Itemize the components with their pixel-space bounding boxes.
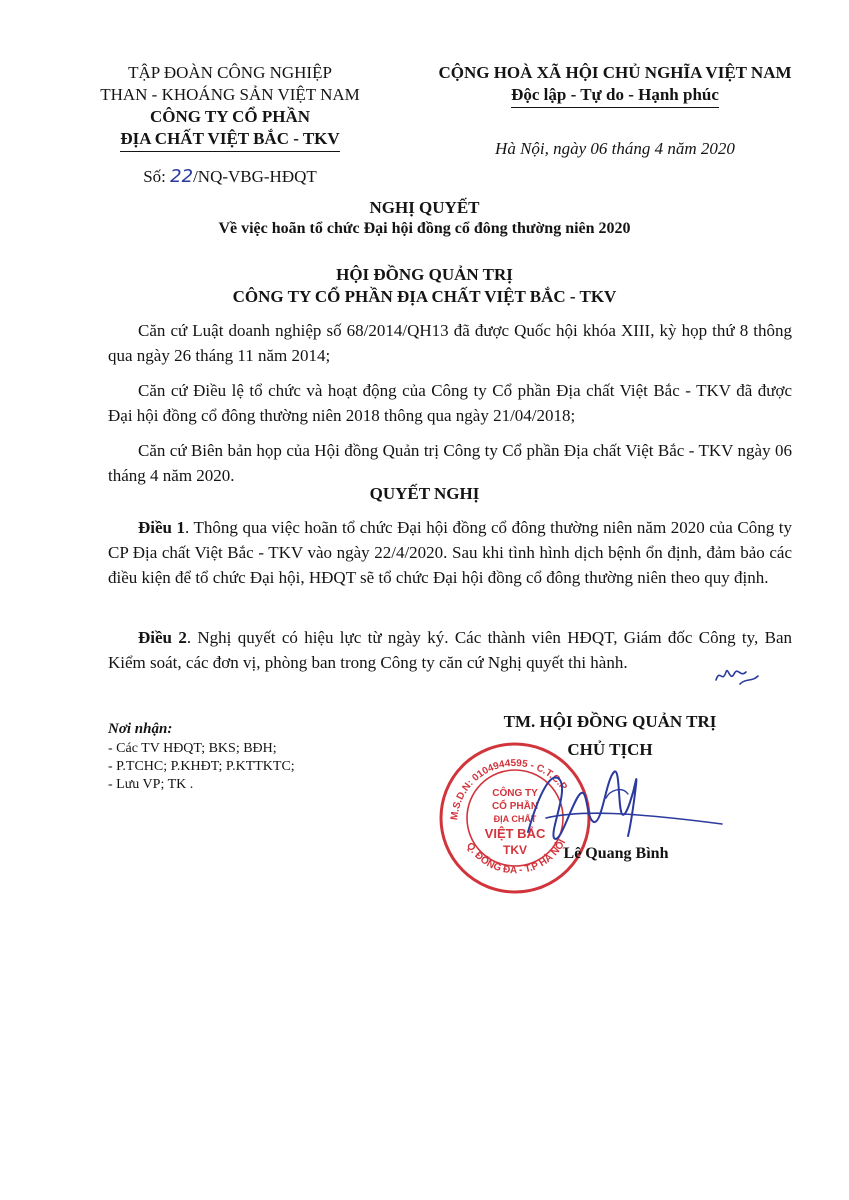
- svg-text:CỔ PHẦN: CỔ PHẦN: [491, 801, 539, 812]
- country-name: CỘNG HOÀ XÃ HỘI CHỦ NGHĨA VIỆT NAM: [438, 63, 792, 82]
- ground-3: Căn cứ Biên bản họp của Hội đồng Quản trị Công ty Cổ phần Địa chất Việt Bắc - TKV ngày 06 tháng 4 năm 2020.: [108, 441, 792, 485]
- signer-name: Lê Quang Bình: [563, 845, 669, 862]
- document-type: NGHỊ QUYẾT: [369, 198, 480, 217]
- issuer-name-1: HỘI ĐỒNG QUẢN TRỊ: [336, 265, 513, 284]
- ground-1: Căn cứ Luật doanh nghiệp số 68/2014/QH13 đã được Quốc hội khóa XIII, kỳ họp thứ 8 thông qua ngày 26 tháng 11 năm 2014;: [108, 321, 792, 365]
- issuer-name-2: CÔNG TY CỔ PHẦN ĐỊA CHẤT VIỆT BẮC - TKV: [232, 287, 617, 306]
- national-motto: Độc lập - Tự do - Hạnh phúc: [511, 84, 719, 108]
- company-line-1: CÔNG TY CỔ PHẦN: [149, 107, 311, 126]
- number-suffix: /NQ-VBG-HĐQT: [193, 167, 317, 186]
- svg-text:VIỆT BẮC: VIỆT BẮC: [484, 826, 546, 841]
- svg-text:CÔNG TY: CÔNG TY: [492, 788, 538, 799]
- national-header: [405, 62, 825, 160]
- svg-text:TKV: TKV: [503, 843, 527, 857]
- signer-position: CHỦ TỊCH: [567, 740, 653, 759]
- org-line-1: TẬP ĐOÀN CÔNG NGHIỆP: [128, 63, 332, 82]
- article-2-label: Điều 2: [138, 628, 187, 647]
- recipient-item: - P.TCHC; P.KHĐT; P.KTTKTC;: [108, 759, 295, 774]
- issue-date: Hà Nội, ngày 06 tháng 4 năm 2020: [495, 139, 735, 158]
- svg-text:Q. ĐỐNG ĐA - T.P HÀ NỘI: Q. ĐỐNG ĐA - T.P HÀ NỘI: [463, 837, 569, 877]
- article-2: [108, 625, 792, 675]
- recipients-title: Nơi nhận:: [108, 721, 173, 737]
- document-number: [60, 166, 400, 188]
- resolve-heading: QUYẾT NGHỊ: [369, 484, 480, 503]
- ground-2: Căn cứ Điều lệ tổ chức và hoạt động của Công ty Cổ phần Địa chất Việt Bắc - TKV đã được Đại hội đồng cổ đông thường niên 2018 thông qua ngày 21/04/2018;: [108, 381, 792, 425]
- company-line-2: ĐỊA CHẤT VIỆT BẮC - TKV: [120, 128, 339, 152]
- number-handwritten: 22: [170, 166, 194, 187]
- issuer-header: [60, 62, 400, 188]
- article-2-text: . Nghị quyết có hiệu lực từ ngày ký. Các thành viên HĐQT, Giám đốc Công ty, Ban Kiểm soát, các đơn vị, phòng ban trong Công ty căn cứ Nghị quyết thi hành.: [108, 628, 793, 672]
- recipient-item: - Các TV HĐQT; BKS; BĐH;: [108, 741, 277, 756]
- initial-mark: [712, 660, 762, 690]
- number-prefix: Số:: [143, 167, 166, 186]
- on-behalf-label: TM. HỘI ĐỒNG QUẢN TRỊ: [503, 712, 717, 731]
- org-line-2: THAN - KHOÁNG SẢN VIỆT NAM: [100, 85, 360, 104]
- article-1-text: . Thông qua việc hoãn tổ chức Đại hội đồng cổ đông thường niên năm 2020 của Công ty CP Địa chất Việt Bắc - TKV vào ngày 22/4/2020. Sau khi tình hình dịch bệnh ổn định, đảm bảo các điều kiện để tổ chức Đại hội, HĐQT sẽ tổ chức Đại hội đồng cổ đông thường niên theo quy định.: [108, 518, 792, 587]
- svg-text:ĐỊA CHẤT: ĐỊA CHẤT: [493, 814, 537, 824]
- article-1-label: Điều 1: [138, 518, 186, 537]
- article-1: [108, 515, 792, 590]
- recipients-block: [108, 720, 408, 794]
- svg-text:M.S.D.N: 0104944595 - C.T.C.P: M.S.D.N: 0104944595 - C.T.C.P: [449, 757, 569, 821]
- document-subject: Về việc hoãn tổ chức Đại hội đồng cổ đông thường niên 2020: [218, 220, 631, 237]
- recipient-item: - Lưu VP; TK .: [108, 777, 194, 792]
